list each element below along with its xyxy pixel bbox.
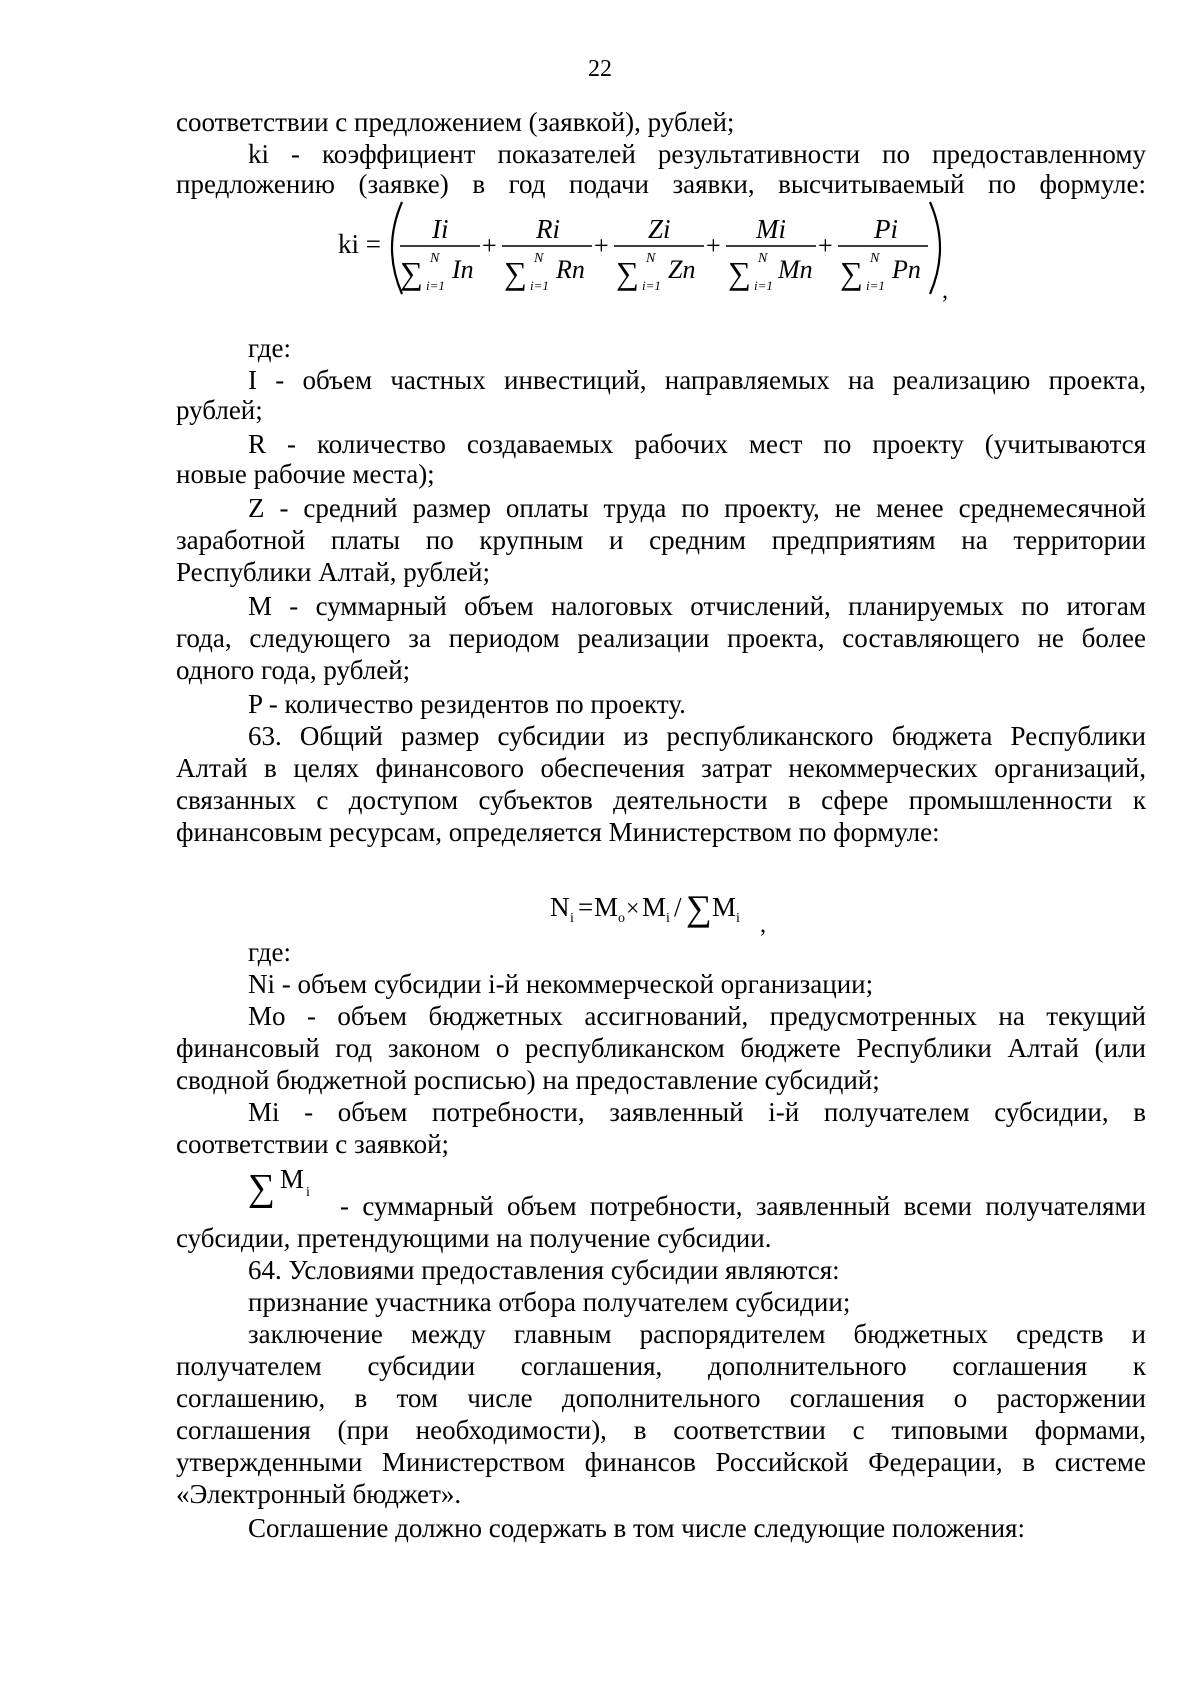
- sum-upper: N: [758, 251, 768, 266]
- sum-upper: N: [430, 251, 440, 266]
- text-line: сводной бюджетной росписью) на предоставление субсидий;: [176, 1065, 880, 1095]
- denominator-zn: Zn: [668, 255, 696, 284]
- text-line: одного года, рублей;: [176, 655, 411, 685]
- numerator-zi: Zi: [648, 214, 671, 244]
- formula-ni-n: N: [550, 892, 570, 922]
- text-line: соответствии с заявкой;: [176, 1129, 450, 1159]
- text-line: заключение между главным распорядителем бюджетных средств и: [248, 1319, 1146, 1349]
- text-line: Алтай в целях финансового обеспечения затрат некоммерческих организаций,: [176, 753, 1146, 783]
- sum-symbol: ∑: [504, 255, 527, 291]
- text-line: - суммарный объем потребности, заявленный всеми получателями: [340, 1191, 1146, 1221]
- numerator-pi: Pi: [874, 214, 898, 244]
- formula-ni-eq: =: [578, 892, 594, 922]
- formula-ni-comma: ,: [760, 912, 766, 938]
- formula-ni-times: ×: [626, 896, 640, 922]
- denominator-pn: Pn: [892, 255, 921, 284]
- formula-ki-lhs: ki =: [338, 229, 381, 259]
- text-line: субсидии, претендующими на получение субсидии.: [176, 1223, 772, 1253]
- text-line: года, следующего за периодом реализации проекта, составляющего не более: [176, 623, 1146, 653]
- sum-mi-sum: ∑: [248, 1167, 276, 1209]
- text-line: I - объем частных инвестиций, направляемых на реализацию проекта,: [248, 365, 1146, 395]
- text-line: 64. Условиями предоставления субсидии являются:: [248, 1255, 840, 1285]
- sum-lower: i=1: [866, 278, 885, 293]
- formula-ni-sub-i2: i: [666, 911, 670, 926]
- text-line: Республики Алтай, рублей;: [176, 557, 490, 587]
- text-line: R - количество создаваемых рабочих мест по проекту (учитываются: [248, 429, 1146, 459]
- formula-ni-sub-o: o: [618, 911, 625, 926]
- text-line: финансовым ресурсам, определяется Министерством по формуле:: [176, 817, 940, 847]
- text-line: предложению (заявке) в год подачи заявки, высчитываемый по формуле:: [176, 169, 1146, 199]
- sum-mi-i: i: [306, 1185, 310, 1200]
- text-line: где:: [248, 937, 291, 967]
- text-line: финансовый год законом о республиканском бюджете Республики Алтай (или: [176, 1033, 1146, 1063]
- page-number: 22: [588, 56, 612, 82]
- text-line: рублей;: [176, 395, 263, 425]
- text-line: Соглашение должно содержать в том числе следующие положения:: [248, 1513, 1025, 1543]
- text-line: Mi - объем потребности, заявленный i-й получателем субсидии, в: [248, 1097, 1146, 1127]
- numerator-ii: Ii: [432, 214, 449, 244]
- text-line: «Электронный бюджет».: [176, 1479, 462, 1509]
- text-line: соглашению, в том числе дополнительного соглашения о расторжении: [176, 1383, 1146, 1413]
- text-line: P - количество резидентов по проекту.: [248, 689, 686, 719]
- formula-ni-sub-i: i: [570, 911, 574, 926]
- sum-lower: i=1: [642, 278, 661, 293]
- text-line: утвержденными Министерством финансов Российской Федерации, в системе: [176, 1447, 1146, 1477]
- formula-ni-m2: M: [642, 892, 667, 922]
- formula-ni-sum: ∑: [686, 888, 712, 928]
- text-line: заработной платы по крупным и средним предприятиям на территории: [176, 525, 1146, 555]
- sum-upper: N: [534, 251, 544, 266]
- sum-symbol: ∑: [616, 255, 639, 291]
- text-line: где:: [248, 333, 291, 363]
- text-line: М - суммарный объем налоговых отчислений, планируемых по итогам: [248, 591, 1146, 621]
- formula-ki-comma: ,: [942, 278, 948, 304]
- denominator-in: In: [452, 255, 474, 284]
- sum-lower: i=1: [426, 278, 445, 293]
- sum-upper: N: [870, 251, 880, 266]
- sum-mi-m: M: [280, 1164, 305, 1194]
- formula-ni-slash: /: [674, 892, 682, 922]
- formula-ni-m: M: [594, 892, 619, 922]
- text-line: соглашения (при необходимости), в соответствии с типовыми формами,: [176, 1415, 1146, 1445]
- sum-symbol: ∑: [840, 255, 863, 291]
- sum-mi-symbol: [248, 1160, 338, 1210]
- text-line: соответствии с предложением (заявкой), рублей;: [176, 107, 735, 137]
- text-line: связанных с доступом субъектов деятельности в сфере промышленности к: [176, 785, 1146, 815]
- sum-symbol: ∑: [728, 255, 751, 291]
- text-line: Mo - объем бюджетных ассигнований, предусмотренных на текущий: [248, 1001, 1146, 1031]
- text-line: новые рабочие места);: [176, 459, 435, 489]
- text-line: Ni - объем субсидии i-й некоммерческой организации;: [248, 969, 874, 999]
- numerator-ri: Ri: [536, 214, 560, 244]
- plus-sign: +: [706, 231, 721, 260]
- text-line: 63. Общий размер субсидии из республиканского бюджета Республики: [248, 721, 1146, 751]
- plus-sign: +: [482, 231, 497, 260]
- denominator-rn: Rn: [556, 255, 585, 284]
- sum-lower: i=1: [754, 278, 773, 293]
- formula-ni-m3: M: [712, 892, 737, 922]
- plus-sign: +: [818, 231, 833, 260]
- text-line: Z - средний размер оплаты труда по проекту, не менее среднемесячной: [248, 493, 1146, 523]
- text-line: ki - коэффициент показателей результативности по предоставленному: [248, 139, 1146, 169]
- sum-symbol: ∑: [400, 255, 423, 291]
- text-line: признание участника отбора получателем субсидии;: [248, 1287, 851, 1317]
- text-line: получателем субсидии соглашения, дополнительного соглашения к: [176, 1351, 1146, 1381]
- sum-lower: i=1: [530, 278, 549, 293]
- sum-upper: N: [646, 251, 656, 266]
- formula-ni-sub-i3: i: [736, 911, 740, 926]
- denominator-mn: Mn: [778, 255, 813, 284]
- numerator-mi: Mi: [756, 214, 786, 244]
- formula-ki: [330, 196, 970, 306]
- plus-sign: +: [594, 231, 609, 260]
- formula-ni: [550, 880, 790, 940]
